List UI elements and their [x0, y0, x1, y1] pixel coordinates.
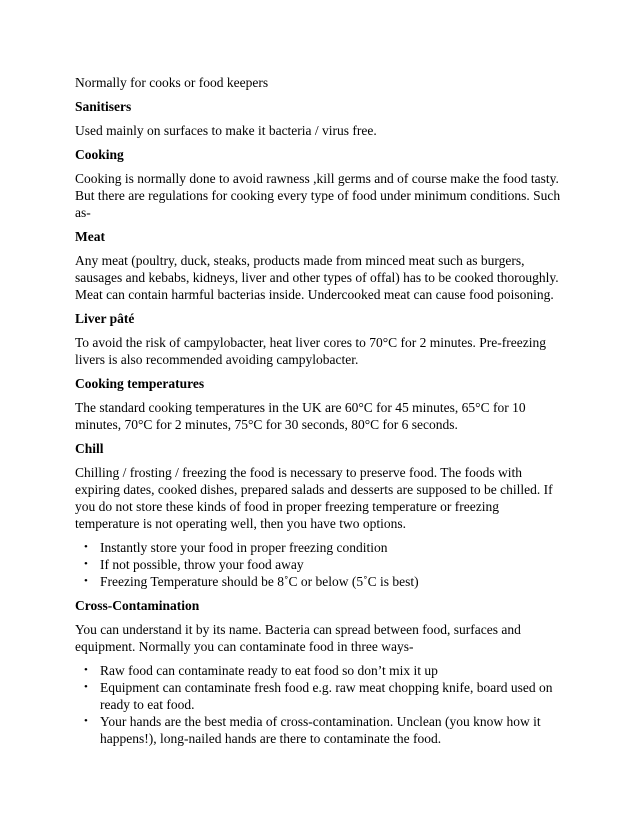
- heading-sanitisers: Sanitisers: [75, 99, 132, 114]
- list-item: [75, 662, 565, 679]
- paragraph-cross-contamination: You can understand it by its name. Bacteria can spread between food, surfaces and equipment. Normally you can contaminate food in three ways-: [75, 622, 521, 654]
- paragraph-cooking-temperatures: The standard cooking temperatures in the UK are 60°C for 45 minutes, 65°C for 10 minutes, 70°C for 2 minutes, 75°C for 30 seconds, 80°C for 6 seconds.: [75, 400, 526, 432]
- list-item-text: Freezing Temperature should be 8˚C or below (5˚C is best): [100, 574, 419, 589]
- heading-cooking-temperatures: Cooking temperatures: [75, 376, 205, 391]
- list-item: [75, 573, 565, 590]
- list-item-text: Your hands are the best media of cross-contamination. Unclean (you know how it happens!), long-nailed hands are there to contaminate the food.: [100, 714, 541, 746]
- heading-chill: Chill: [75, 441, 104, 456]
- bullet-icon: •: [84, 664, 88, 676]
- bullet-icon: •: [84, 575, 88, 587]
- heading-cooking: Cooking: [75, 147, 124, 162]
- list-item: [75, 679, 565, 713]
- paragraph-liver-pate: To avoid the risk of campylobacter, heat liver cores to 70°C for 2 minutes. Pre-freezing livers is also recommended avoiding campylobacter.: [75, 335, 547, 367]
- list-item-text: Instantly store your food in proper freezing condition: [100, 540, 388, 555]
- intro-text: Normally for cooks or food keepers: [75, 75, 269, 90]
- list-item-text: If not possible, throw your food away: [100, 557, 304, 572]
- bullet-icon: •: [84, 681, 88, 693]
- heading-cross-contamination: Cross-Contamination: [75, 598, 200, 613]
- paragraph-sanitisers: Used mainly on surfaces to make it bacteria / virus free.: [75, 123, 377, 138]
- paragraph-chill: Chilling / frosting / freezing the food is necessary to preserve food. The foods with expiring dates, cooked dishes, prepared salads and desserts are supposed to be chilled. If you do not store these kinds of food in proper freezing temperature or freezing temperature is not operating well, then you have two options.: [75, 465, 553, 531]
- list-item: [75, 556, 565, 573]
- list-item: [75, 713, 565, 747]
- paragraph-meat: Any meat (poultry, duck, steaks, products made from minced meat such as burgers, sausages and kebabs, kidneys, liver and other types of offal) has to be cooked thoroughly. Meat can contain harmful bacterias inside. Undercooked meat can cause food poisoning.: [75, 253, 559, 302]
- bullet-icon: •: [84, 541, 88, 553]
- paragraph-cooking: Cooking is normally done to avoid rawness ,kill germs and of course make the food tasty. But there are regulations for cooking every type of food under minimum conditions. Such as-: [75, 171, 561, 220]
- heading-meat: Meat: [75, 229, 105, 244]
- chill-bullet-list: [75, 539, 565, 590]
- list-item: [75, 539, 565, 556]
- document-page: [75, 74, 565, 754]
- heading-liver-pate: Liver pâté: [75, 311, 135, 326]
- bullet-icon: •: [84, 558, 88, 570]
- bullet-icon: •: [84, 715, 88, 727]
- list-item-text: Equipment can contaminate fresh food e.g. raw meat chopping knife, board used on ready to eat food.: [100, 680, 553, 712]
- list-item-text: Raw food can contaminate ready to eat food so don’t mix it up: [100, 663, 438, 678]
- cross-contamination-bullet-list: [75, 662, 565, 747]
